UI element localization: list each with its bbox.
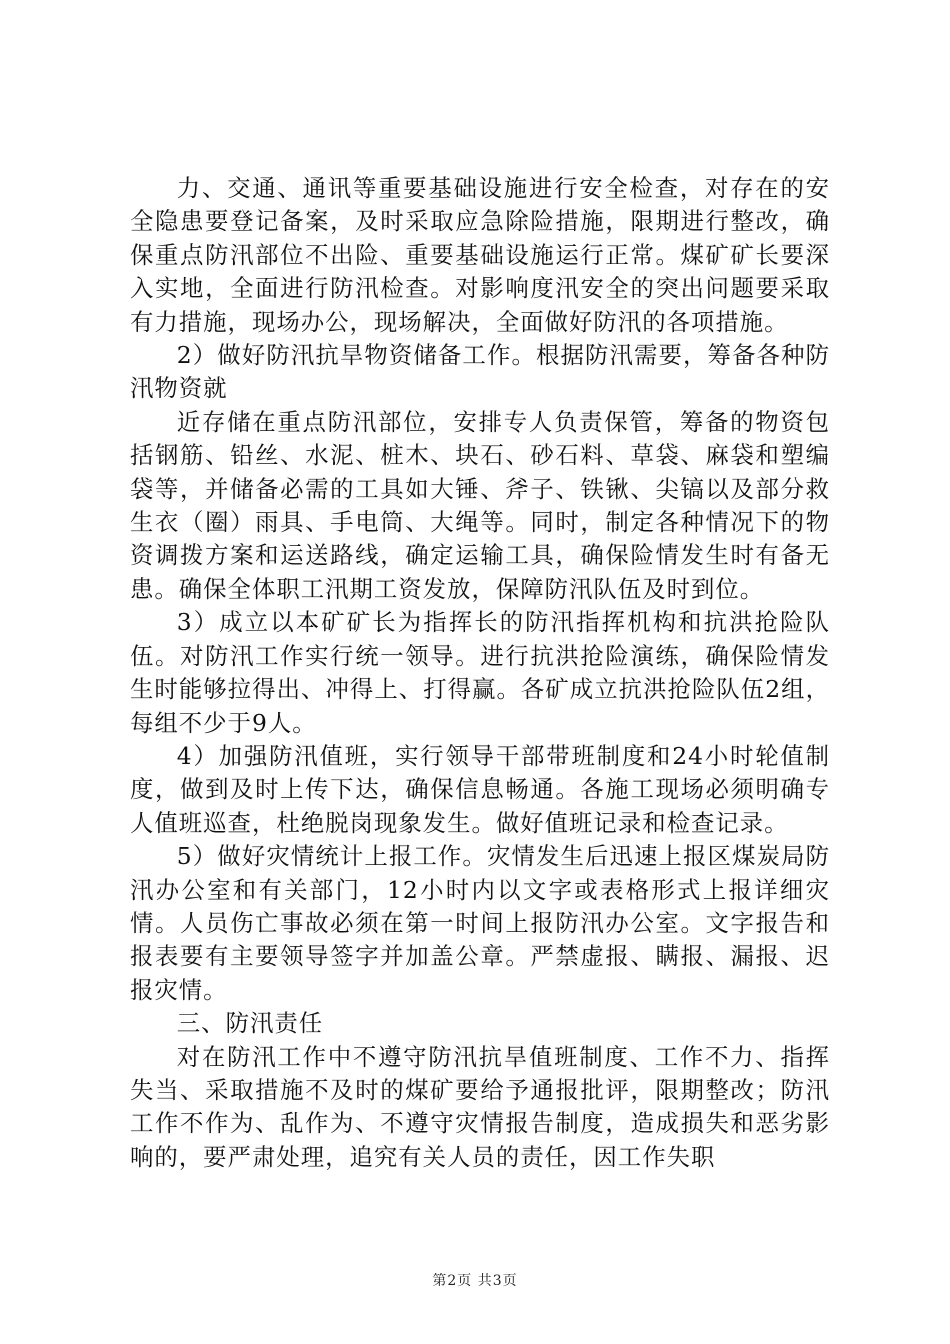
paragraph-item-4: 4）加强防汛值班，实行领导干部带班制度和24小时轮值制度，做到及时上传下达，确保信息畅通。各施工现场必须明确专人值班巡查，杜绝脱岗现象发生。做好值班记录和检查记录。 [130,741,830,837]
paragraph-item-2-heading: 2）做好防汛抗旱物资储备工作。根据防汛需要，筹备各种防汛物资就 [130,341,830,403]
paragraph-responsibility: 对在防汛工作中不遵守防汛抗旱值班制度、工作不力、指挥失当、采取措施不及时的煤矿要给予通报批评，限期整改；防汛工作不作为、乱作为、不遵守灾情报告制度，造成损失和恶劣影响的，要严肃处理，追究有关人员的责任，因工作失职 [130,1042,830,1171]
paragraph-item-3: 3）成立以本矿矿长为指挥长的防汛指挥机构和抗洪抢险队伍。对防汛工作实行统一领导。进行抗洪抢险演练，确保险情发生时能够拉得出、冲得上、打得赢。各矿成立抗洪抢险队伍2组，每组不少于9人。 [130,608,830,737]
paragraph-item-2-materials: 近存储在重点防汛部位，安排专人负责保管，筹备的物资包括钢筋、铅丝、水泥、桩木、块石、砂石料、草袋、麻袋和塑编袋等，并储备必需的工具如大锤、斧子、铁锹、尖镐以及部分救生衣（圈）雨具、手电筒、大绳等。同时，制定各种情况下的物资调拨方案和运送路线，确定运输工具，确保险情发生时有备无患。确保全体职工汛期工资发放，保障防汛队伍及时到位。 [130,407,830,603]
paragraph-infrastructure-inspection: 力、交通、通讯等重要基础设施进行安全检查，对存在的安全隐患要登记备案，及时采取应急除险措施，限期进行整改，确保重点防汛部位不出险、重要基础设施运行正常。煤矿矿长要深入实地，全面进行防汛检查。对影响度汛安全的突出问题要采取有力措施，现场办公，现场解决，全面做好防汛的各项措施。 [130,174,830,336]
page-number-footer: 第2页 共3页 [432,1273,518,1289]
paragraph-item-5: 5）做好灾情统计上报工作。灾情发生后迅速上报区煤炭局防汛办公室和有关部门，12小时内以文字或表格形式上报详细灾情。人员伤亡事故必须在第一时间上报防汛办公室。文字报告和报表要有主要领导签字并加盖公章。严禁虚报、瞒报、漏报、迟报灾情。 [130,842,830,1004]
section-heading-responsibility: 三、防汛责任 [176,1009,324,1038]
document-body [130,172,830,1174]
